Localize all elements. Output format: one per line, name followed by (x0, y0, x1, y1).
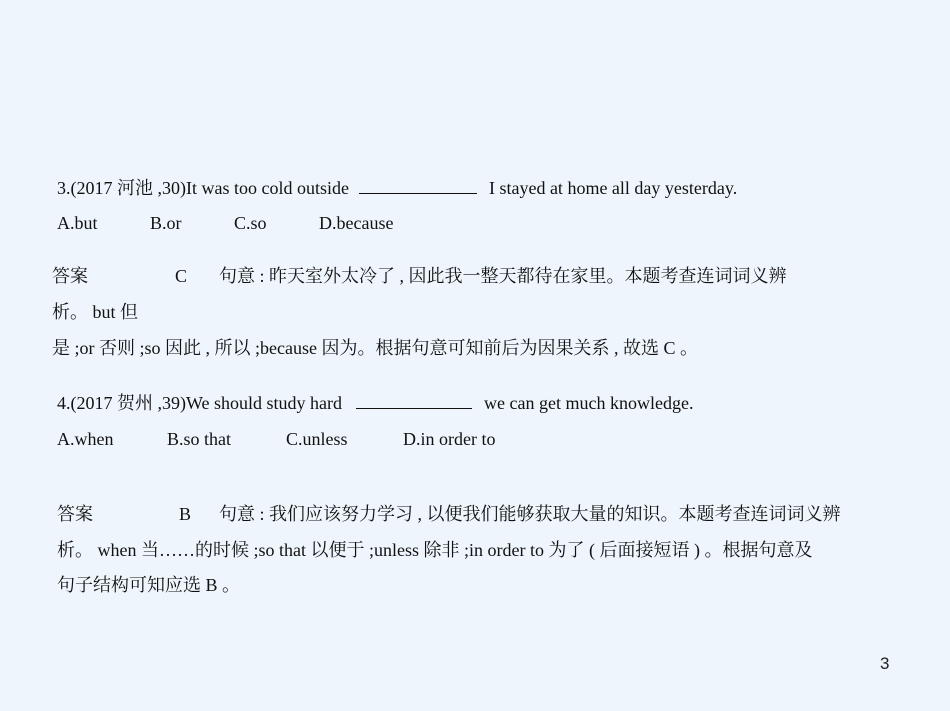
question-3-option-a: A.but (57, 213, 98, 233)
answer-3-line-1 (52, 265, 787, 287)
question-3-blank (359, 177, 477, 194)
answer-4-line-1 (57, 503, 841, 525)
question-3-options (57, 212, 393, 234)
answer-3-line-3: 是 ;or 否则 ;so 因此 , 所以 ;because 因为。根据句意可知前后为因果关系 , 故选 C 。 (52, 338, 698, 358)
answer-4-line-3: 句子结构可知应选 B 。 (57, 575, 241, 595)
answer-3-line-2: 析。 but 但 (52, 302, 139, 322)
answer-4-label: 答案 (57, 504, 93, 524)
answer-3-choice: C (175, 266, 188, 286)
answer-3-label: 答案 (52, 266, 88, 286)
question-3-stem (57, 177, 737, 199)
question-4-stem-before: 4.(2017 贺州 ,39)We should study hard (57, 393, 343, 413)
answer-4-line-2: 析。 when 当……的时候 ;so that 以便于 ;unless 除非 ;in order to 为了 ( 后面接短语 ) 。根据句意及 (57, 540, 813, 560)
question-4-stem-after: we can get much knowledge. (484, 393, 694, 413)
question-3-option-c: C.so (234, 213, 267, 233)
answer-4-text-1: 句意 : 我们应该努力学习 , 以便我们能够获取大量的知识。本题考查连词词义辨 (219, 504, 841, 524)
question-3-stem-before: 3.(2017 河池 ,30)It was too cold outside (57, 178, 349, 198)
answer-3-text-1: 句意 : 昨天室外太冷了 , 因此我一整天都待在家里。本题考查连词词义辨 (219, 266, 787, 286)
page-number: 3 (880, 654, 890, 673)
question-4-blank (356, 392, 472, 409)
question-3-option-b: B.or (150, 213, 182, 233)
question-4-option-d: D.in order to (403, 429, 496, 449)
question-4-stem (57, 392, 693, 414)
question-4-options (57, 428, 495, 450)
question-3-stem-after: I stayed at home all day yesterday. (488, 178, 738, 198)
answer-4-choice: B (179, 504, 192, 524)
question-4-option-c: C.unless (286, 429, 348, 449)
question-3-option-d: D.because (319, 213, 394, 233)
question-4-option-a: A.when (57, 429, 114, 449)
question-4-option-b: B.so that (167, 429, 232, 449)
